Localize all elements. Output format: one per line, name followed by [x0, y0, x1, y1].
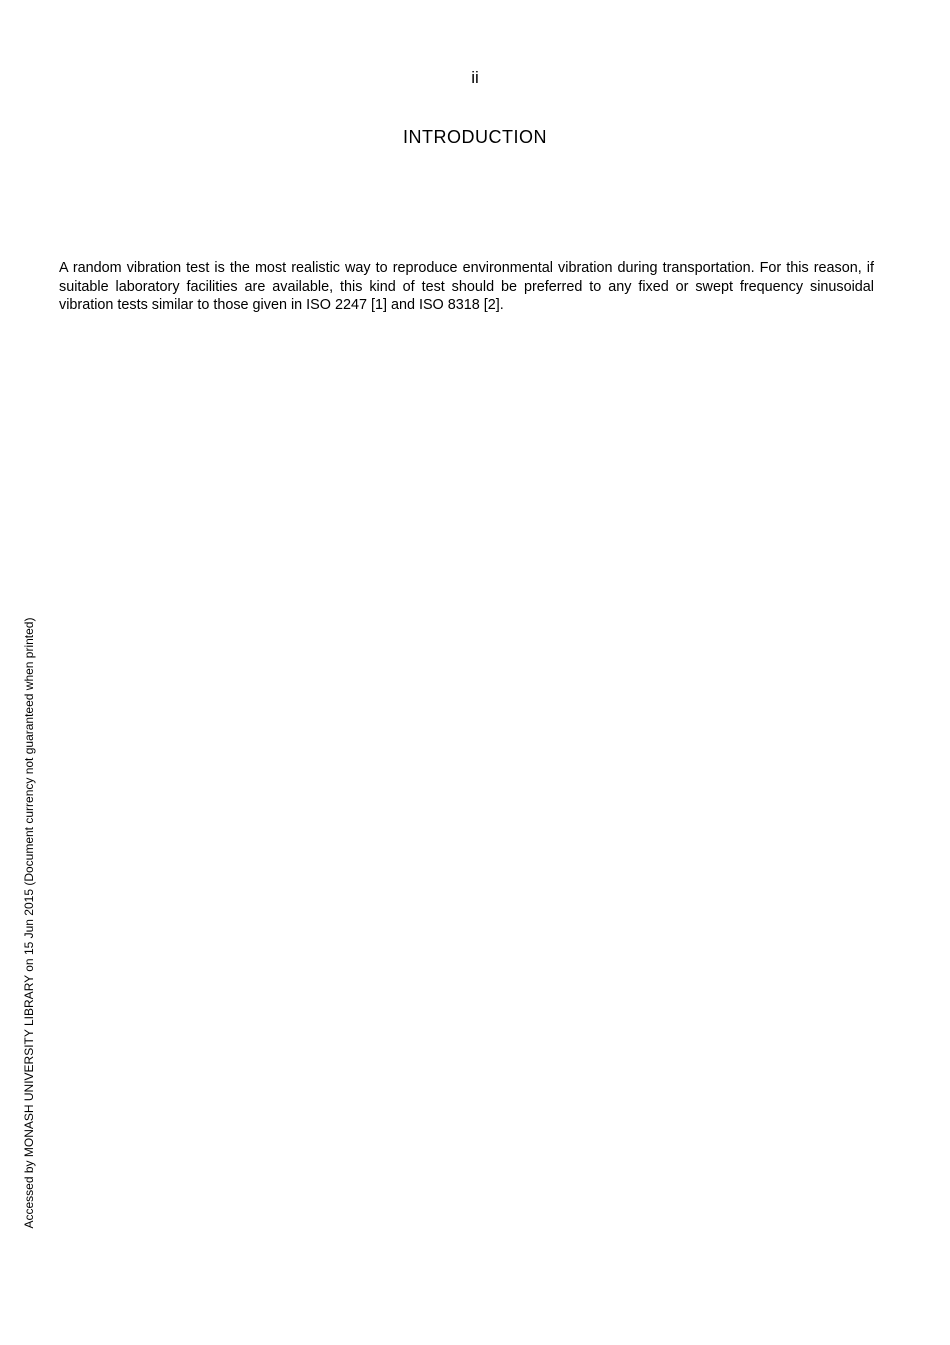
page-number: ii [471, 68, 479, 87]
intro-paragraph: A random vibration test is the most realistic way to reproduce environmental vibration during transportation. For this reason, if suitable laboratory facilities are available, this kind of test should be preferred to any fixed or swept frequency sinusoidal vibration tests similar to those given in ISO 2247 [1] and ISO 8318 [2]. [59, 260, 874, 313]
access-watermark: Accessed by MONASH UNIVERSITY LIBRARY on 15 Jun 2015 (Document currency not guaranteed when printed) [22, 617, 36, 1229]
section-title: INTRODUCTION [403, 127, 547, 147]
